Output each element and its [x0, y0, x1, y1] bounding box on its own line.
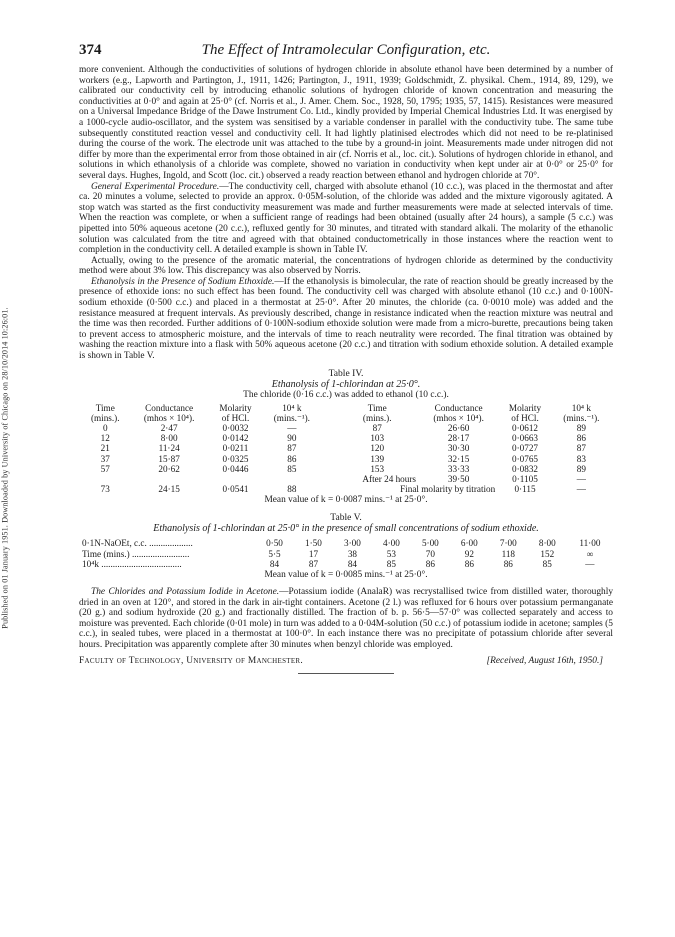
table-cell: 39·50: [447, 474, 470, 485]
table-header-row: [81, 413, 611, 423]
table-row: [81, 484, 611, 494]
table-cell: 0·0663: [511, 433, 539, 444]
table-cell: 83: [576, 453, 586, 464]
row-label: 10⁴k ...................................: [82, 558, 182, 569]
column-gap: [321, 423, 335, 433]
body-paragraph-3: [79, 256, 613, 277]
table-cell: —: [576, 484, 586, 495]
table-cell: 87: [576, 443, 586, 454]
table-row: [81, 474, 611, 484]
table-cell: 89: [576, 423, 586, 434]
table-cell: 24·15: [158, 484, 180, 495]
table-cell: 0·0727: [511, 443, 539, 454]
column-header: Conductance: [434, 402, 483, 413]
table-cell: 86: [425, 558, 435, 569]
table-cell: 0·0032: [222, 423, 249, 434]
column-unit: of HCl.: [221, 412, 250, 423]
table-v-mean: Mean value of k = 0·0085 mins.⁻¹ at 25·0°.: [264, 570, 428, 581]
table-cell: 85: [287, 463, 297, 474]
table-cell: 139: [370, 453, 385, 464]
table-row: [79, 559, 613, 569]
table-v-subtitle: Ethanolysis of 1-chlorindan at 25·0° in the presence of small concentrations of sodium ethoxide.: [153, 523, 539, 535]
paragraph-lead: General Experimental Procedure.: [91, 181, 220, 192]
table-cell: 0·0142: [222, 433, 249, 444]
table-cell: 103: [370, 433, 385, 444]
column-unit: of HCl.: [511, 412, 539, 423]
received-date: [Received, August 16th, 1950.]: [486, 655, 603, 666]
table-row: [81, 454, 611, 464]
paragraph-lead: Ethanolysis in the Presence of Sodium Ethoxide.: [91, 276, 275, 287]
column-unit: (mins.⁻¹).: [563, 412, 600, 423]
table-cell: 85: [386, 558, 396, 569]
table-cell: 20·62: [158, 463, 180, 474]
table-cell: 2·47: [160, 423, 178, 434]
table-cell: 86: [576, 433, 586, 444]
running-header: [79, 42, 613, 59]
column-unit: (mhos × 10⁴).: [143, 412, 195, 423]
table-row: [81, 443, 611, 453]
table-cell: 0: [102, 423, 108, 434]
column-header: Conductance: [145, 402, 194, 413]
page-number: 374: [79, 42, 102, 58]
column-gap: [321, 443, 335, 453]
table-cell: 86: [464, 558, 474, 569]
table-cell: 12: [100, 433, 110, 444]
journal-page: [79, 42, 613, 674]
table-cell: 0·50: [266, 538, 283, 549]
table-cell: —: [585, 558, 595, 569]
column-unit: (mins.⁻¹).: [273, 412, 310, 423]
table-cell: 11·00: [579, 538, 601, 549]
table-cell: —: [287, 423, 297, 434]
column-gap: [321, 403, 335, 413]
column-gap: [321, 433, 335, 443]
table-cell: 90: [287, 433, 297, 444]
table-cell: 4·00: [382, 538, 400, 549]
affiliation: Faculty of Technology, University of Manchester.: [79, 655, 304, 666]
table-cell: 15·87: [158, 453, 180, 464]
table-cell: 3·00: [344, 538, 361, 549]
table-iv-caption: Table IV.: [328, 367, 364, 379]
table-cell: 84: [269, 558, 280, 569]
table-cell: 92: [464, 548, 474, 559]
table-cell: 30·30: [447, 443, 470, 454]
table-cell: 5·5: [268, 548, 281, 559]
body-paragraph-1: [79, 65, 613, 182]
table-row: [81, 423, 611, 433]
table-iv-mean: Mean value of k = 0·0087 mins.⁻¹ at 25·0°.: [264, 495, 428, 506]
table-cell: 21: [100, 443, 110, 454]
table-cell: 38: [347, 548, 358, 559]
final-molarity-label: Final molarity by titration: [400, 484, 496, 495]
table-cell: 1·50: [305, 538, 322, 549]
column-unit: (mins.).: [90, 412, 120, 423]
column-unit: (mhos × 10⁴).: [433, 412, 484, 423]
column-header: Time: [95, 402, 115, 413]
column-gap: [321, 464, 335, 474]
table-cell: 152: [540, 548, 555, 559]
body-paragraph-final: [79, 587, 613, 651]
table-cell: 17: [308, 548, 319, 559]
table-row: [79, 538, 613, 548]
column-header: 10⁴ k: [571, 402, 592, 413]
table-cell: 0·0325: [222, 453, 249, 464]
table-iv: [81, 403, 611, 495]
table-cell: 85: [542, 558, 552, 569]
table-iv-note: The chloride (0·16 c.c.) was added to ethanol (10 c.c.).: [243, 389, 449, 400]
column-unit: (mins.).: [362, 412, 392, 423]
table-cell: 0·0832: [511, 463, 539, 474]
table-cell: —: [576, 474, 586, 485]
paragraph-text: Actually, owing to the presence of the aromatic material, the concentrations of hydrogen chloride as determined by the conductivity method were about 3% low. This discrepancy was also observed by Norris.: [79, 255, 613, 277]
table-cell: 0·0612: [511, 423, 539, 434]
table-cell: 89: [576, 463, 586, 474]
column-gap: [321, 454, 335, 464]
table-cell: 11·24: [158, 443, 180, 454]
table-cell: 0·115: [514, 484, 536, 495]
table-row: [81, 433, 611, 443]
table-row: [81, 464, 611, 474]
paragraph-text: —Potassium iodide (AnalaR) was recrystallised twice from distilled water, thoroughly dried in an oven at 120°, and stored in the dark in air-tight containers. Acetone (2 l.) was refluxed for 6 hours over potassium permanganate (20 g.) and sodium hydroxide (20 g.) and fractionally distilled. The fraction of b. p. 56·5—57·0° was collected separately and access to moisture was prevented. Each chloride (0·01 mole) in turn was added to a 0·04M-solution (50 c.c.) of potassium iodide in acetone; samples (5 c.c.), in sealed tubes, were placed in a thermostat at 100·0°. In each instance there was no precipitate of potassium chloride after several hours. Precipitation was apparently complete after 30 minutes when benzyl chloride was employed.: [79, 587, 614, 651]
table-cell: 7·00: [499, 538, 517, 549]
table-cell: 53: [386, 548, 396, 559]
table-cell: ∞: [586, 548, 594, 559]
table-v-caption: Table V.: [330, 512, 362, 524]
empty-cell: [81, 474, 335, 484]
table-cell: 0·0211: [222, 443, 249, 454]
table-row: [79, 549, 613, 559]
table-cell: 28·17: [447, 433, 470, 444]
table-cell: 87: [308, 558, 319, 569]
column-header: 10⁴ k: [282, 402, 302, 413]
table-iv-subtitle: Ethanolysis of 1-chlorindan at 25·0°.: [271, 378, 421, 390]
table-cell: 57: [100, 463, 110, 474]
table-cell: 153: [370, 463, 385, 474]
table-cell: 73: [100, 484, 110, 495]
running-title: The Effect of Intramolecular Configuration, etc.: [201, 42, 491, 58]
table-cell: 87: [372, 423, 382, 434]
after-24-hours-label: After 24 hours: [362, 474, 417, 485]
table-cell: 0·1105: [512, 474, 538, 485]
column-header: Molarity: [508, 402, 542, 413]
table-cell: 0·0765: [511, 453, 539, 464]
column-header: Time: [367, 402, 387, 413]
table-v: [79, 538, 613, 569]
row-label: Time (mins.) .........................: [82, 548, 190, 559]
column-header: Molarity: [219, 402, 252, 413]
column-gap: [321, 484, 335, 494]
table-cell: 33·33: [447, 463, 470, 474]
table-cell: 5·00: [421, 538, 439, 549]
table-cell: 0·0446: [222, 463, 249, 474]
paragraph-text: more convenient. Although the conductivities of solutions of hydrogen chloride in absolute ethanol have been determined by a number of workers (e.g., Lapworth and Partington, J., 1911, 1426; Partington, J., 1911, 1939; Goldschmidt, Z. physikal. Chem., 1914, 89, 129), we calibrated our conductivity cell by introducing ethanolic solutions of hydrogen chloride of known concentration and measuring the conductivities at 0·0° and again at 25·0° (cf. Norris et al., J. Amer. Chem. Soc., 1928, 50, 1795; 1935, 57, 1415). Resistances were measured on a Universal Impedance Bridge of the Dawe Instrument Co. Ltd., kindly provided by Imperial Chemical Industries Ltd. It was energised by a 1000-cycle audio-oscillator, and the system was sensitised by a variable condenser in parallel with the conductivity tube. The same tube subsequently constituted reaction vessel and conductivity cell. It had lightly platinised electrodes which did not need to be re-platinised during the course of the work. The electrode unit was attached to the tube by a ground-in joint. Measurements made under nitrogen did not differ by more than the experimental error from those obtained in air (cf. Norris et al., loc. cit.). Solutions of hydrogen chloride in ethanol, and solutions in which ethanolysis of a chloride was complete, showed no variation in conductivity when kept under air at 0·0° or 25·0° for several days. Hughes, Ingold, and Scott (loc. cit.) observed a ready reaction between ethanol and hydrogen chloride at 70°.: [79, 65, 613, 181]
table-cell: 87: [287, 443, 297, 454]
table-cell: 118: [501, 548, 516, 559]
row-label: 0·1N-NaOEt, c.c. ...................: [82, 538, 193, 549]
table-cell: 86: [287, 453, 297, 464]
column-gap: [321, 413, 335, 423]
end-rule: [298, 673, 394, 674]
table-cell: 120: [370, 443, 385, 454]
table-cell: 8·00: [160, 433, 178, 444]
table-cell: 88: [287, 484, 297, 495]
table-header-row: [81, 403, 611, 413]
table-cell: 32·15: [447, 453, 470, 464]
paragraph-lead: The Chlorides and Potassium Iodide in Acetone.: [91, 587, 280, 598]
paragraph-text: —If the ethanolysis is bimolecular, the rate of reaction should be greatly increased by the presence of ethoxide ions: no such effect has been found. The conductivity cell was charged with absolute ethanol (10 c.c.) and 0·100N-sodium ethoxide (0·500 c.c.) and placed in a thermostat at 25·0°. After 20 minutes, the chloride (ca. 0·0010 mole) was added and the resistance measured at frequent intervals. As previously described, change in resistance indicated when the reaction mixture was neutral and the time was then recorded. Further additions of 0·100N-sodium ethoxide solution were made from a micro-burette, precautions being taken to prevent access to atmospheric moisture, and the intervals of time to reach neutrality were recorded. The final titration was obtained by washing the reaction mixture into a flask with 50% aqueous acetone (20 c.c.) and titration with sodium ethoxide solution. A detailed example is shown in Table V.: [79, 276, 613, 362]
table-cell: 26·60: [447, 423, 470, 434]
table-cell: 0·0541: [222, 484, 249, 495]
table-cell: 70: [425, 548, 435, 559]
watermark-text: Published on 01 January 1951. Downloaded by University of Chicago on 28/10/2014 10:26:01.: [0, 307, 10, 629]
table-cell: 84: [347, 558, 358, 569]
body-paragraph-2: [79, 182, 613, 256]
table-cell: 86: [503, 558, 513, 569]
table-cell: 8·00: [538, 538, 556, 549]
download-watermark: [0, 0, 16, 937]
table-cell: 6·00: [460, 538, 478, 549]
table-cell: 37: [100, 453, 110, 464]
paragraph-text: —The conductivity cell, charged with absolute ethanol (10 c.c.), was placed in the thermostat and after ca. 20 minutes a volume, selected to provide an approx. 0·05M-solution, of the chloride was added and the mixture vigorously agitated. A stop watch was started as the first conductivity measurement was made and further measurements were made at selected intervals of time. When the reaction was complete, or when a sufficient range of readings had been obtained (usually after 24 hours), a sample (5 c.c.) was pipetted into 50% aqueous acetone (20 c.c.), refluxed gently for 30 minutes, and titrated with standard alkali. The molarity of the ethanolic solution was calculated from the titre and agreed with that obtained conductometrically in those instances where the reaction went to completion in the conductivity cell. A detailed example is shown in Table IV.: [79, 181, 613, 256]
article-footer: [79, 656, 613, 667]
body-paragraph-4: [79, 277, 613, 362]
